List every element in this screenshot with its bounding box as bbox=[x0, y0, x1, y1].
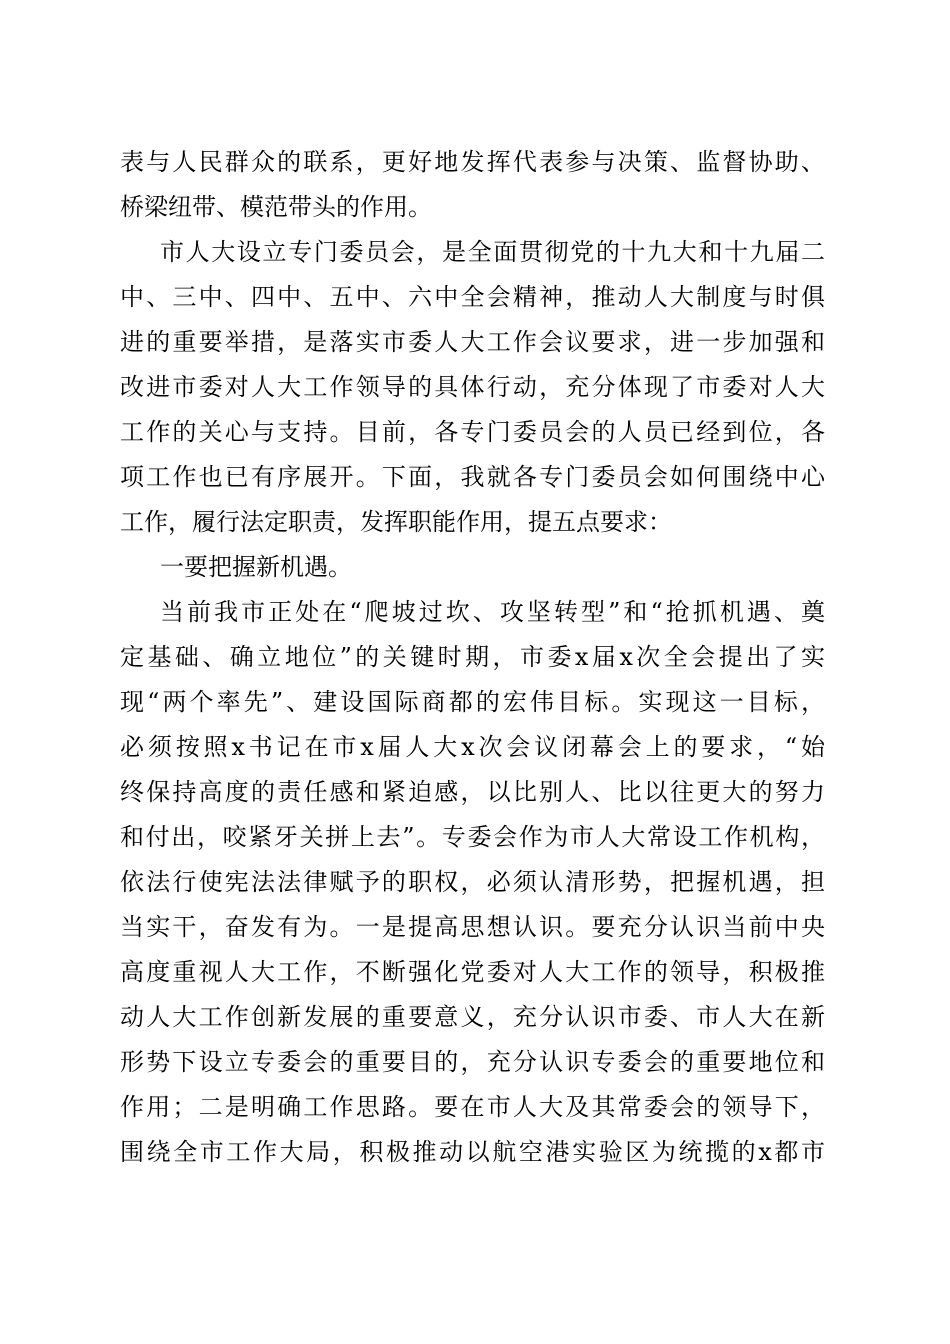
text-line: 和付出，咬紧牙关拼上去”。专委会作为市人大常设工作机构， bbox=[120, 823, 825, 851]
text-line: 必须按照x书记在市x届人大x次会议闭幕会上的要求，“始 bbox=[120, 733, 825, 761]
text-line: 当前我市正处在“爬坡过坎、攻坚转型”和“抢抓机遇、奠 bbox=[160, 598, 825, 626]
section-heading: 一要把握新机遇。 bbox=[160, 553, 352, 581]
document-page bbox=[120, 140, 825, 1175]
text-line: 现“两个率先”、建设国际商都的宏伟目标。实现这一目标， bbox=[120, 688, 825, 716]
text-line: 当实干，奋发有为。一是提高思想认识。要充分认识当前中央 bbox=[120, 913, 825, 941]
text-line: 市人大设立专门委员会，是全面贯彻党的十九大和十九届二 bbox=[160, 238, 825, 266]
text-line: 作用；二是明确工作思路。要在市人大及其常委会的领导下， bbox=[120, 1093, 825, 1121]
text-line: 定基础、确立地位”的关键时期，市委x届x次全会提出了实 bbox=[120, 643, 825, 671]
text-line: 表与人民群众的联系，更好地发挥代表参与决策、监督协助、 bbox=[120, 148, 825, 176]
text-line: 围绕全市工作大局，积极推动以航空港实验区为统揽的x都市 bbox=[120, 1138, 825, 1166]
text-line: 改进市委对人大工作领导的具体行动，充分体现了市委对人大 bbox=[120, 373, 825, 401]
text-line: 工作的关心与支持。目前，各专门委员会的人员已经到位，各 bbox=[120, 418, 825, 446]
text-line: 动人大工作创新发展的重要意义，充分认识市委、市人大在新 bbox=[120, 1003, 825, 1031]
text-line: 高度重视人大工作，不断强化党委对人大工作的领导，积极推 bbox=[120, 958, 825, 986]
text-line: 项工作也已有序展开。下面，我就各专门委员会如何围绕中心 bbox=[120, 463, 825, 491]
text-line: 桥梁纽带、模范带头的作用。 bbox=[120, 193, 432, 221]
text-line: 中、三中、四中、五中、六中全会精神，推动人大制度与时俱 bbox=[120, 283, 825, 311]
text-line: 形势下设立专委会的重要目的，充分认识专委会的重要地位和 bbox=[120, 1048, 825, 1076]
text-line: 工作，履行法定职责，发挥职能作用，提五点要求： bbox=[120, 508, 672, 536]
text-line: 依法行使宪法法律赋予的职权，必须认清形势，把握机遇，担 bbox=[120, 868, 825, 896]
text-line: 进的重要举措，是落实市委人大工作会议要求，进一步加强和 bbox=[120, 328, 825, 356]
text-line: 终保持高度的责任感和紧迫感，以比别人、比以往更大的努力 bbox=[120, 778, 825, 806]
